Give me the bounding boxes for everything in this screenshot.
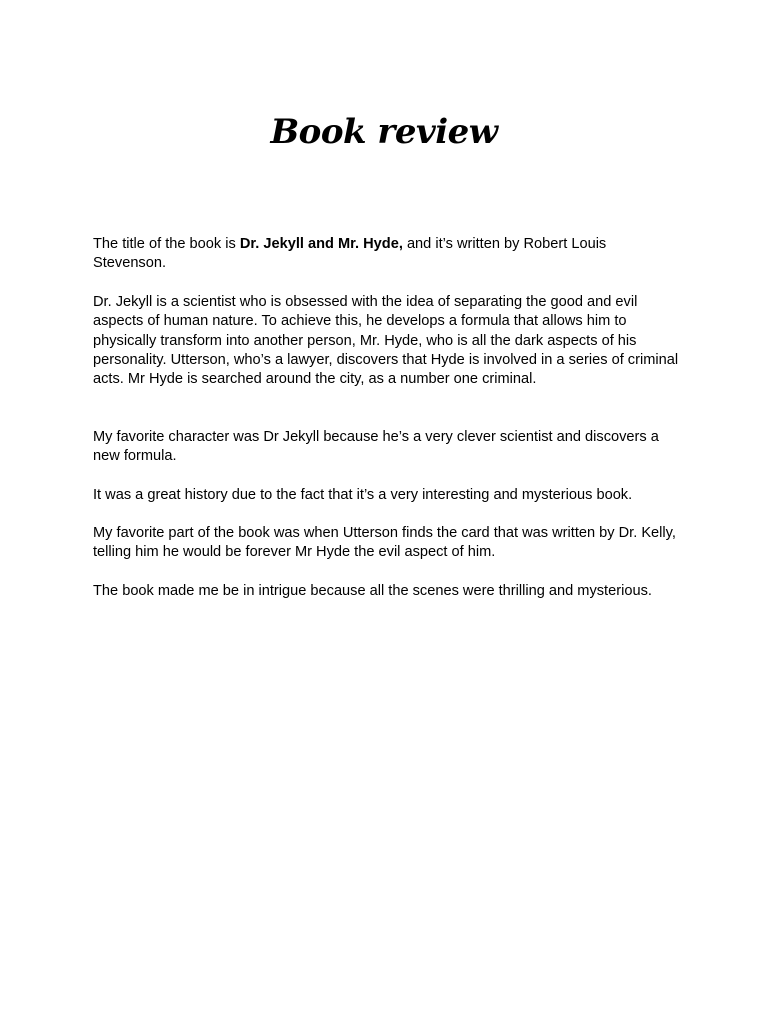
- paragraph-summary: Dr. Jekyll is a scientist who is obsessed with the idea of separating the good and evil aspects of human nature. To achieve this, he develops a formula that allows him to physically transform into another person, Mr. Hyde, who is all the dark aspects of his personality. Utterson, who’s a lawyer, discovers that Hyde is involved in a series of criminal acts. Mr Hyde is searched around the city, as a number one criminal.: [93, 293, 679, 388]
- paragraph-text: and it’s written by Robert Louis Stevenson.: [93, 236, 607, 272]
- paragraph-opinion: It was a great history due to the fact that it’s a very interesting and mysterious book.: [93, 486, 633, 503]
- page-title: Book review: [270, 112, 498, 152]
- paragraph-conclusion: The book made me be in intrigue because all the scenes were thrilling and mysterious.: [93, 582, 652, 599]
- paragraph-book-title: [93, 235, 683, 274]
- paragraph-favorite-part: My favorite part of the book was when Utterson finds the card that was written by Dr. Kelly, telling him he would be forever Mr Hyde the evil aspect of him.: [93, 525, 676, 561]
- book-title-bold: Dr. Jekyll and Mr. Hyde,: [239, 236, 403, 252]
- paragraph-favorite-character: My favorite character was Dr Jekyll because he’s a very clever scientist and discovers a new formula.: [93, 428, 659, 465]
- review-body: [93, 235, 683, 601]
- paragraph-text: The title of the book is: [93, 236, 240, 252]
